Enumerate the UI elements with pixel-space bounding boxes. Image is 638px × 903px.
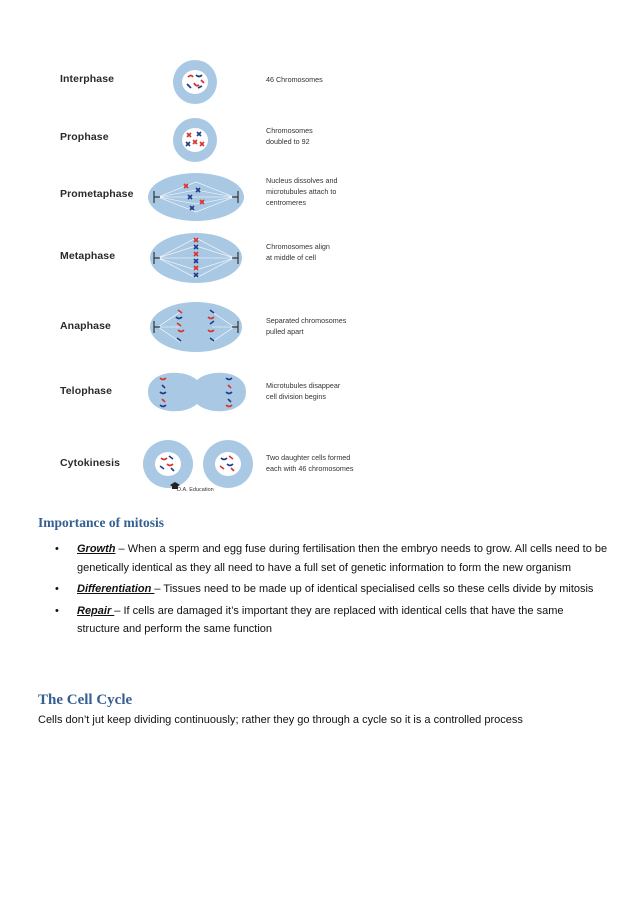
item-text: – Tissues need to be made up of identical specialised cells so these cells divide by mitosis <box>154 583 594 595</box>
phase-row-cytokinesis <box>40 436 400 486</box>
section-heading-importance: Importance of mitosis <box>38 515 164 530</box>
item-text: – When a sperm and egg fuse during fertilisation then the embryo needs to grow. All cells need to be genetically identical as they all need to have a full set of genetic information to form the new organism <box>77 543 608 574</box>
bullet-icon: • <box>55 604 59 617</box>
list-item-repair <box>38 602 608 639</box>
list-item-growth <box>38 540 608 577</box>
phase-row-prophase <box>40 115 400 165</box>
item-text: – If cells are damaged it’s important they are replaced with identical cells that have the same structure and perform the same function <box>77 604 564 635</box>
phase-row-prometaphase <box>40 170 400 220</box>
phase-description: Nucleus dissolves and microtubules attach to centromeres <box>266 176 338 207</box>
prophase-cell-image <box>160 115 230 165</box>
phase-row-telophase <box>40 364 400 414</box>
metaphase-cell-image <box>144 230 248 286</box>
phase-description: Microtubules disappear cell division begins <box>266 381 341 401</box>
phase-name: Anaphase <box>60 320 111 332</box>
interphase-cell-image <box>160 57 230 107</box>
phase-row-anaphase <box>40 298 400 348</box>
bullet-icon: • <box>55 543 59 555</box>
section-heading-cell-cycle: The Cell Cycle <box>38 692 133 708</box>
list-item-differentiation <box>38 580 608 599</box>
phase-name: Metaphase <box>60 250 116 262</box>
phase-row-interphase <box>40 55 400 105</box>
phase-description: 46 Chromosomes <box>266 75 323 84</box>
cytokinesis-cell-image <box>138 436 268 492</box>
phase-name: Cytokinesis <box>60 457 121 469</box>
bullet-icon: • <box>55 583 59 595</box>
mitosis-diagram <box>40 50 400 505</box>
term-growth: Growth <box>77 543 116 555</box>
prometaphase-cell-image <box>144 170 248 224</box>
phase-name: Telophase <box>60 385 113 397</box>
telophase-cell-image <box>140 364 254 420</box>
phase-row-metaphase <box>40 230 400 280</box>
phase-name: Prophase <box>60 131 109 143</box>
figure-credit: D.A. Education <box>177 487 214 493</box>
phase-description: Chromosomes align at middle of cell <box>266 242 330 262</box>
phase-name: Prometaphase <box>60 188 134 200</box>
phase-description: Two daughter cells formed each with 46 chromosomes <box>266 453 354 473</box>
term-repair: Repair <box>77 604 115 617</box>
importance-list <box>38 540 608 642</box>
cell-cycle-paragraph: Cells don’t jut keep dividing continuously; rather they go through a cycle so it is a controlled process <box>38 714 523 726</box>
term-differentiation: Differentiation <box>77 583 155 595</box>
anaphase-cell-image <box>144 298 248 356</box>
phase-name: Interphase <box>60 73 115 85</box>
phase-description: Chromosomes doubled to 92 <box>266 126 313 146</box>
phase-description: Separated chromosomes pulled apart <box>266 316 347 336</box>
